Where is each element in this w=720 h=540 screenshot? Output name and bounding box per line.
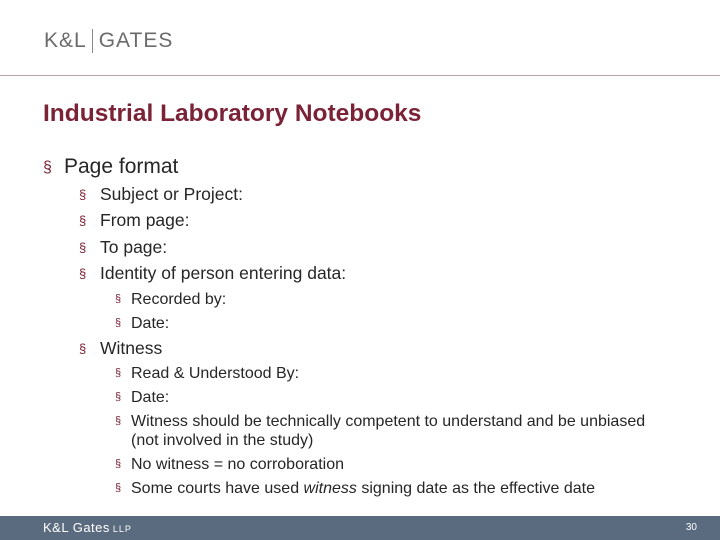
- bullet-text: From page:: [100, 210, 190, 230]
- bullet-marker: §: [115, 317, 122, 329]
- bullet-text: To page:: [100, 237, 168, 257]
- bullet-marker: §: [115, 293, 122, 305]
- bullet-text: Date:: [131, 315, 170, 332]
- page-number: 30: [685, 522, 697, 533]
- bullet-text: Identity of person entering data:: [100, 263, 347, 283]
- bullet-text: Witness should be technically competent to understand and be unbiased (not involved in the study): [131, 413, 646, 449]
- bullet-witness-date: [115, 388, 651, 407]
- bullet-recorded-by: [115, 290, 651, 309]
- bullet-marker: §: [43, 159, 52, 176]
- bullet-marker: §: [79, 213, 87, 228]
- company-logo: [44, 28, 173, 54]
- bullet-page-format: [43, 155, 178, 181]
- bullet-marker: §: [115, 367, 122, 379]
- header-divider: [0, 75, 720, 76]
- bullet-text: Read & Understood By:: [131, 365, 300, 382]
- bullet-no-witness: [115, 455, 651, 474]
- bullet-from-page: [79, 210, 189, 232]
- logo-divider: [92, 29, 93, 53]
- bullet-marker: §: [115, 415, 122, 427]
- bullet-subject-or-project: [79, 184, 243, 206]
- slide-title: Industrial Laboratory Notebooks: [43, 100, 422, 127]
- bullet-courts-signing-date: [115, 479, 651, 498]
- logo-right-text: GATES: [98, 29, 174, 52]
- bullet-marker: §: [79, 341, 87, 356]
- bullet-text: No witness = no corroboration: [131, 456, 344, 473]
- bullet-date: [115, 314, 651, 333]
- bullet-marker: §: [79, 240, 87, 255]
- bullet-text: Recorded by:: [131, 291, 227, 308]
- bullet-read-understood-by: [115, 364, 651, 383]
- text-italic: witness: [303, 480, 357, 497]
- bullet-text: Date:: [131, 389, 170, 406]
- footer-logo-text: K&L Gates: [43, 520, 110, 535]
- bullet-to-page: [79, 237, 167, 259]
- bullet-marker: §: [115, 458, 122, 470]
- text-after: signing date as the effective date: [356, 480, 595, 497]
- bullet-marker: §: [115, 482, 122, 494]
- bullet-text: Page format: [64, 155, 179, 178]
- bullet-marker: §: [115, 391, 122, 403]
- logo-left-text: K&L: [44, 29, 87, 52]
- bullet-witness-competent: [115, 412, 651, 450]
- bullet-text: [131, 479, 651, 498]
- bullet-witness: [79, 338, 162, 360]
- text-before: Some courts have used: [131, 480, 304, 497]
- bullet-identity-of-person: [79, 263, 346, 285]
- bullet-marker: §: [79, 266, 87, 281]
- bullet-text: Subject or Project:: [100, 184, 243, 204]
- footer-bar: [0, 516, 720, 540]
- footer-logo-suffix: LLP: [112, 524, 132, 534]
- footer-logo: [43, 520, 132, 535]
- bullet-text: Witness: [100, 338, 163, 358]
- bullet-marker: §: [79, 187, 87, 202]
